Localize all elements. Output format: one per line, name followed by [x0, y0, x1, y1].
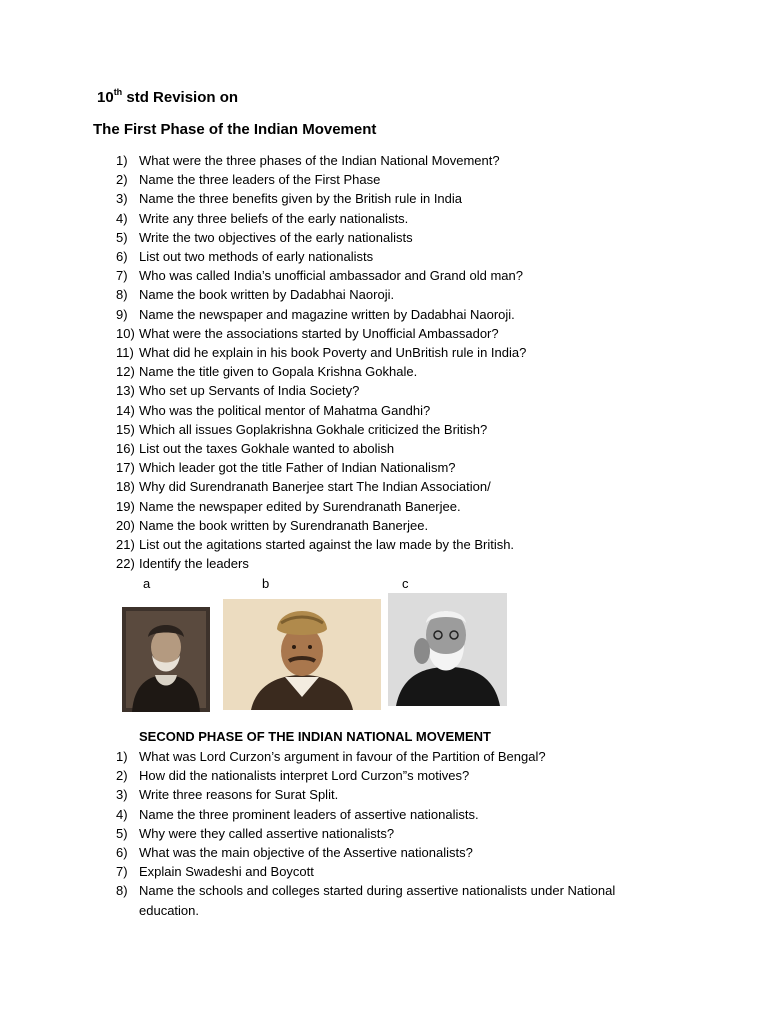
question-text: Why were they called assertive nationalists?	[139, 825, 395, 841]
question-item	[116, 381, 669, 400]
question-item	[116, 266, 669, 285]
question-number: 4)	[116, 806, 128, 822]
section-title-first-phase: The First Phase of the Indian Movement	[93, 121, 377, 138]
question-number: 14)	[116, 402, 135, 418]
question-item	[116, 247, 669, 266]
question-number: 21)	[116, 537, 135, 553]
first-phase-question-list	[116, 151, 669, 573]
image-label-a: a	[143, 576, 151, 591]
question-text: Which leader got the title Father of Indian Nationalism?	[139, 460, 456, 476]
question-number: 16)	[116, 441, 135, 457]
question-text: Who set up Servants of India Society?	[139, 383, 360, 399]
question-text: Name the newspaper edited by Surendranath Banerjee.	[139, 498, 461, 514]
question-item	[116, 458, 669, 477]
question-text: Write any three beliefs of the early nationalists.	[139, 210, 409, 226]
question-text: What were the associations started by Unofficial Ambassador?	[139, 325, 499, 341]
question-item	[116, 497, 669, 516]
question-text: Name the three leaders of the First Phase	[139, 172, 381, 188]
question-number: 4)	[116, 210, 128, 226]
question-number: 2)	[116, 768, 128, 784]
question-item	[116, 747, 669, 766]
question-text: What was Lord Curzon’s argument in favour of the Partition of Bengal?	[139, 749, 546, 764]
leader-photo-a	[122, 607, 210, 712]
question-item	[116, 170, 669, 189]
question-text: List out two methods of early nationalists	[139, 249, 374, 265]
question-text: Write three reasons for Surat Split.	[139, 787, 339, 803]
question-number: 7)	[116, 268, 128, 284]
question-text: What was the main objective of the Assertive nationalists?	[139, 845, 473, 861]
question-item	[116, 862, 669, 881]
question-item	[116, 209, 669, 228]
leader-photo-c	[388, 593, 507, 706]
question-number: 5)	[116, 229, 128, 245]
question-number: 6)	[116, 845, 128, 861]
question-text: Why did Surendranath Banerjee start The Indian Association/	[139, 479, 491, 495]
question-text: Which all issues Goplakrishna Gokhale criticized the British?	[139, 421, 488, 437]
question-item	[116, 343, 669, 362]
question-item	[116, 305, 669, 324]
question-text: Name the book written by Dadabhai Naoroji.	[139, 287, 395, 303]
question-item	[116, 477, 669, 496]
question-item	[116, 535, 669, 554]
leader-photo-b	[223, 599, 381, 710]
question-item	[116, 420, 669, 439]
question-item	[116, 228, 669, 247]
question-number: 12)	[116, 364, 135, 380]
question-item	[116, 285, 669, 304]
question-text: What were the three phases of the Indian National Movement?	[139, 153, 500, 168]
question-item	[116, 324, 669, 343]
question-number: 11)	[116, 345, 134, 361]
question-number: 20)	[116, 517, 135, 533]
question-number: 1)	[116, 749, 128, 764]
question-text: Name the three benefits given by the British rule in India	[139, 191, 463, 207]
question-text: Write the two objectives of the early nationalists	[139, 229, 413, 245]
question-number: 1)	[116, 153, 128, 168]
question-number: 8)	[116, 287, 128, 303]
question-number: 15)	[116, 421, 135, 437]
question-number: 7)	[116, 864, 128, 880]
question-text: Identify the leaders	[139, 556, 249, 572]
question-item	[116, 516, 669, 535]
question-item	[116, 881, 669, 919]
question-number: 22)	[116, 556, 135, 572]
question-text: Name the title given to Gopala Krishna Gokhale.	[139, 364, 418, 380]
question-number: 13)	[116, 383, 135, 399]
image-label-c: c	[402, 576, 409, 591]
question-text: List out the agitations started against the law made by the British.	[139, 537, 515, 553]
question-text: Who was the political mentor of Mahatma Gandhi?	[139, 402, 431, 418]
question-number: 19)	[116, 498, 135, 514]
question-number: 2)	[116, 172, 128, 188]
question-item	[116, 401, 669, 420]
question-text: What did he explain in his book Poverty and UnBritish rule in India?	[139, 345, 527, 361]
question-item	[116, 766, 669, 785]
question-number: 9)	[116, 306, 128, 322]
question-number: 3)	[116, 787, 128, 803]
document-title: 10th std Revision on	[97, 87, 239, 106]
question-item	[116, 824, 669, 843]
image-label-b: b	[262, 576, 270, 591]
question-text: List out the taxes Gokhale wanted to abolish	[139, 441, 395, 457]
question-item	[116, 362, 669, 381]
question-item	[116, 785, 669, 804]
second-phase-question-list	[116, 747, 669, 920]
question-number: 8)	[116, 883, 128, 899]
question-item	[116, 805, 669, 824]
question-text: Name the newspaper and magazine written by Dadabhai Naoroji.	[139, 306, 515, 322]
question-number: 6)	[116, 249, 128, 265]
question-text: Who was called India’s unofficial ambassador and Grand old man?	[139, 268, 523, 284]
question-text: Explain Swadeshi and Boycott	[139, 864, 314, 880]
question-number: 17)	[116, 460, 135, 476]
question-item	[116, 843, 669, 862]
question-item	[116, 189, 669, 208]
question-item	[116, 439, 669, 458]
question-text: Name the three prominent leaders of assertive nationalists.	[139, 806, 479, 822]
question-number: 18)	[116, 479, 135, 495]
question-number: 5)	[116, 825, 128, 841]
question-number: 3)	[116, 191, 128, 207]
question-text: Name the schools and colleges started during assertive nationalists under National education.	[139, 883, 616, 918]
section-title-second-phase: SECOND PHASE OF THE INDIAN NATIONAL MOVEMENT	[139, 729, 491, 744]
question-number: 10)	[116, 325, 135, 341]
question-text: How did the nationalists interpret Lord Curzon”s motives?	[139, 768, 470, 784]
question-item	[116, 151, 669, 170]
question-item	[116, 554, 669, 573]
question-text: Name the book written by Surendranath Banerjee.	[139, 517, 429, 533]
